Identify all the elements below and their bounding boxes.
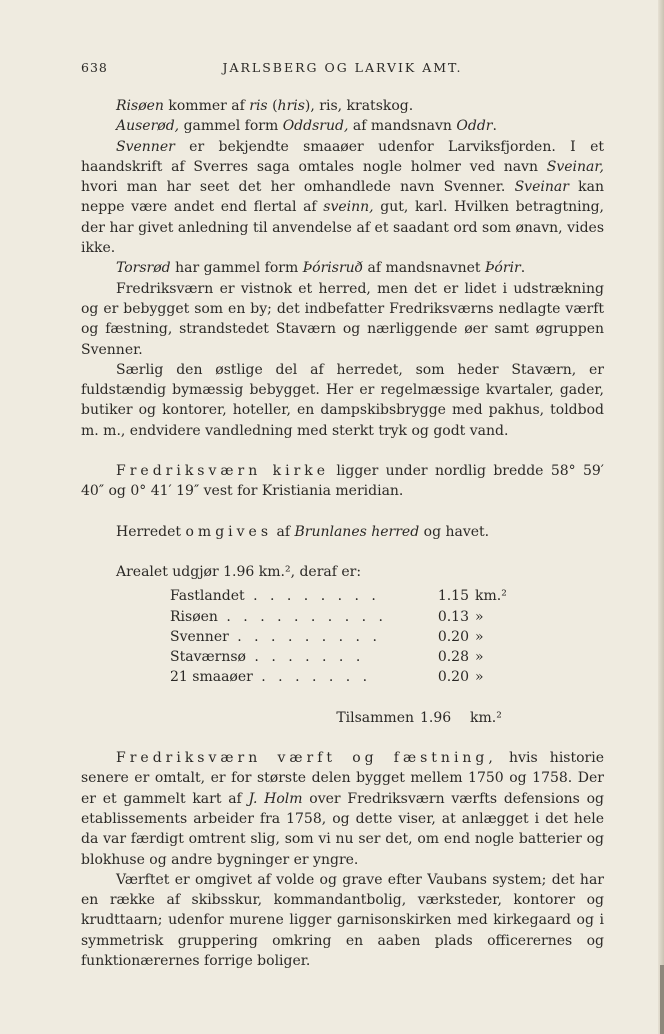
headword: Auserød, xyxy=(116,118,180,135)
area-unit: » xyxy=(475,649,484,666)
page-edge-mark xyxy=(660,965,664,1034)
spaced-word: omgives xyxy=(185,523,273,540)
area-value: 0.20 xyxy=(437,669,469,686)
paragraph-herredet: Herredet omgives af Brunlanes herred og havet. xyxy=(116,523,490,540)
page-header xyxy=(81,60,604,80)
table-row xyxy=(170,667,510,687)
table-row xyxy=(170,607,510,627)
paragraph-vaerftet: Værftet er omgivet af volde og grave efter Vaubans system; det har en række af skibsskur, kommandantbolig, værksteder, kontorer og krudttaarn; udenfor murene ligger garnisonskirken med kirkegaard og i symmetrisk gruppering omkring en aaben plads officerernes og funktionærernes forrige boliger. xyxy=(81,871,604,969)
table-row xyxy=(170,647,510,667)
paragraph-arealet: Arealet udgjør 1.96 km.², deraf er: xyxy=(116,563,362,580)
leader-dots: . . . . . . . . xyxy=(244,588,380,605)
leader-dots: . . . . . . . xyxy=(252,669,372,686)
spacer xyxy=(81,502,604,522)
area-unit: » xyxy=(475,628,484,645)
area-value: 0.13 xyxy=(437,608,469,625)
headword: Risøen xyxy=(116,98,164,114)
area-label: Staværnsø xyxy=(170,649,246,666)
spaced-heading: Fredriksværn kirke xyxy=(116,463,330,480)
spacer xyxy=(81,728,604,748)
paragraph-svenner: Svenner er bekjendte smaaøer udenfor Larviksfjorden. I et haandskrift af Sverres saga omtales nogle holmer ved navn Sveinar, hvori man har seet det her omhandlede navn Svenner. Sveinar kan neppe være andet end flertal af sveinn, gut, karl. Hvilken betragtning, der har givet anledning til anvendelse af et saadant ord som ønavn, vides ikke. xyxy=(81,138,604,257)
table-row xyxy=(170,627,510,647)
area-table xyxy=(170,586,510,687)
area-label: Svenner xyxy=(170,628,229,645)
headword: Torsrød xyxy=(116,260,171,277)
leader-dots: . . . . . . . . . xyxy=(228,628,381,645)
total-label: Tilsammen xyxy=(336,709,414,726)
paragraph-vaerft: Fredriksværn værft og fæstning, hvis historie senere er omtalt, er for største delen bygget mellem 1750 og 1758. Der er et gammelt kart af J. Holm over Fredriksværn værfts defensions og etablissements arbeider fra 1758, og dette viser, at anlægget i det hele da var færdigt omtrent slig, som vi nu ser det, om end nogle batterier og blokhuse og andre bygninger er yngre. xyxy=(81,750,604,868)
leader-dots: . . . . . . . xyxy=(245,649,365,666)
headword: Svenner xyxy=(116,138,175,155)
paragraph-fredriksvaern: Fredriksværn er vistnok et herred, men det er lidet i udstrækning og er bebygget som en by; det indbefatter Fredriksværns nedlagte værft og fæstning, strandstedet Staværn og nærliggende øer samt øgruppen Svenner. xyxy=(81,280,604,358)
paragraph-risoen: Risøen kommer af ris (hris), ris, kratskog. xyxy=(116,98,414,114)
area-unit: » xyxy=(475,608,484,625)
area-label: Fastlandet xyxy=(170,588,245,605)
area-value: 0.20 xyxy=(437,628,469,645)
page-number: 638 xyxy=(81,60,108,75)
total-unit: km.² xyxy=(470,709,502,726)
paragraph-auserod: Auserød, gammel form Oddsrud, af mandsnavn Oddr. xyxy=(116,118,497,135)
leader-dots: . . . . . . . . . . xyxy=(217,608,387,625)
spacer xyxy=(81,441,604,461)
paragraph-stavaern: Særlig den østlige del af herredet, som heder Staværn, er fuldstændig bymæssig bebygget. Her er regelmæssige kvartaler, gader, butiker og kontorer, hoteller, en dampskibsbrygge med pakhus, toldbod m. m., endvidere vandledning med sterkt tryk og godt vand. xyxy=(81,361,604,439)
total-value: 1.96 xyxy=(420,709,452,726)
spaced-heading: Fredriksværn værft og fæstning, xyxy=(116,750,497,767)
running-title: JARLSBERG OG LARVIK AMT. xyxy=(222,60,463,75)
spacer xyxy=(81,542,604,562)
page-body xyxy=(81,96,604,971)
area-value: 1.15 xyxy=(437,588,469,605)
area-unit: » xyxy=(475,669,484,686)
page-edge-shadow xyxy=(658,0,664,1034)
area-label: 21 smaaøer xyxy=(170,669,253,686)
area-label: Risøen xyxy=(170,608,218,625)
table-row xyxy=(170,586,510,606)
paragraph-kirke: Fredriksværn kirke ligger under nordlig bredde 58° 59′ 40″ og 0° 41′ 19″ vest for Kristiania meridian. xyxy=(81,463,604,500)
total-row xyxy=(330,708,530,728)
area-value: 0.28 xyxy=(437,649,469,666)
area-unit: km.² xyxy=(475,588,507,605)
paragraph-torsrod: Torsrød har gammel form Þórisruð af mandsnavnet Þórir. xyxy=(116,260,526,277)
